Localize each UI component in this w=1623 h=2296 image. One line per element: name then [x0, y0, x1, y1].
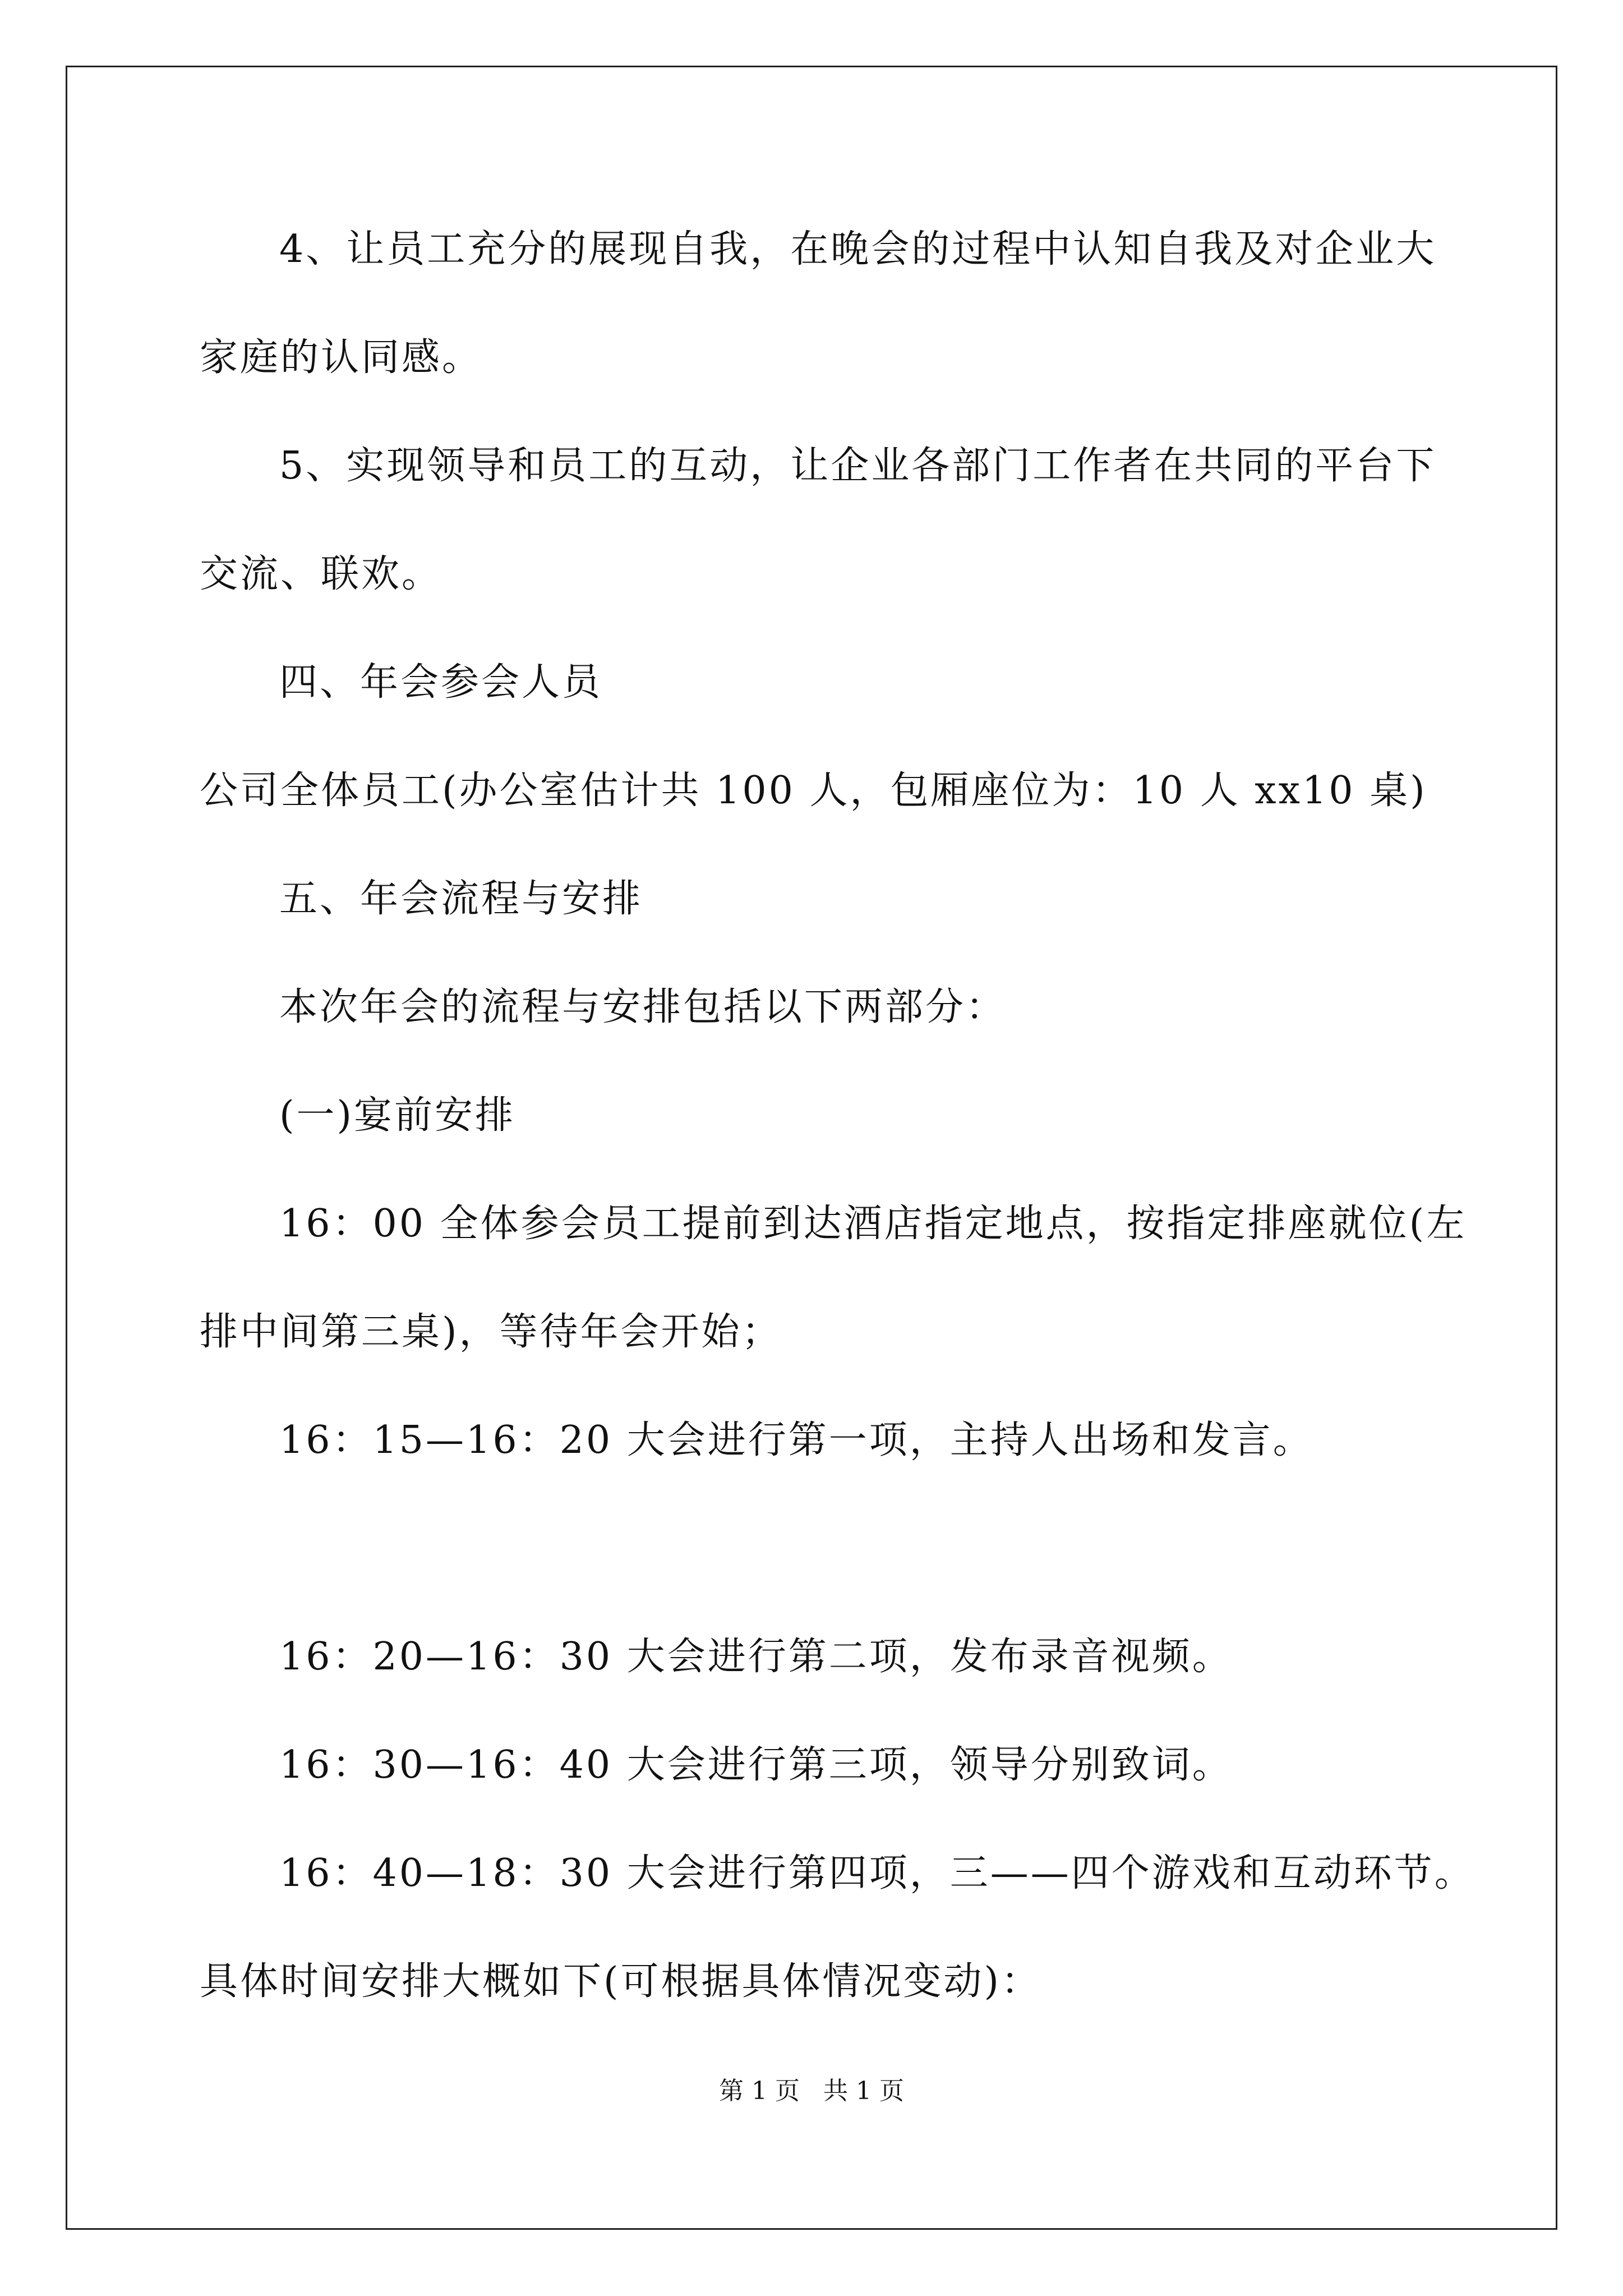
schedule-line: 16：40—18：30 大会进行第四项，三——四个游戏和互动环节。: [279, 1851, 1475, 1895]
paragraph-line: 4、让员工充分的展现自我，在晚会的过程中认知自我及对企业大: [279, 227, 1437, 272]
section-heading: 四、年会参会人员: [279, 660, 603, 705]
paragraph-line: 具体时间安排大概如下(可根据具体情况变动)：: [200, 1959, 1042, 2004]
schedule-line: 16：30—16：40 大会进行第三项，领导分别致词。: [279, 1743, 1233, 1787]
paragraph-line: 家庭的认同感。: [200, 335, 483, 380]
schedule-line: 排中间第三桌)，等待年会开始；: [200, 1310, 782, 1354]
paragraph-line: 交流、联欢。: [200, 552, 442, 596]
schedule-line: 16：15—16：20 大会进行第一项，主持人出场和发言。: [279, 1418, 1313, 1462]
page-border: [66, 66, 1557, 2230]
schedule-line: 16：00 全体参会员工提前到达酒店指定地点，按指定排座就位(左: [279, 1202, 1467, 1246]
paragraph-line: 公司全体员工(办公室估计共 100 人，包厢座位为：10 人 xx10 桌): [200, 769, 1427, 813]
schedule-line: 16：20—16：30 大会进行第二项，发布录音视频。: [279, 1635, 1233, 1679]
page-number-footer: 第 1 页 共 1 页: [719, 2077, 904, 2105]
paragraph-line: 本次年会的流程与安排包括以下两部分：: [279, 985, 1007, 1029]
subsection-heading: (一)宴前安排: [279, 1093, 516, 1138]
paragraph-line: 5、实现领导和员工的互动，让企业各部门工作者在共同的平台下: [279, 444, 1437, 488]
section-heading: 五、年会流程与安排: [279, 877, 643, 921]
